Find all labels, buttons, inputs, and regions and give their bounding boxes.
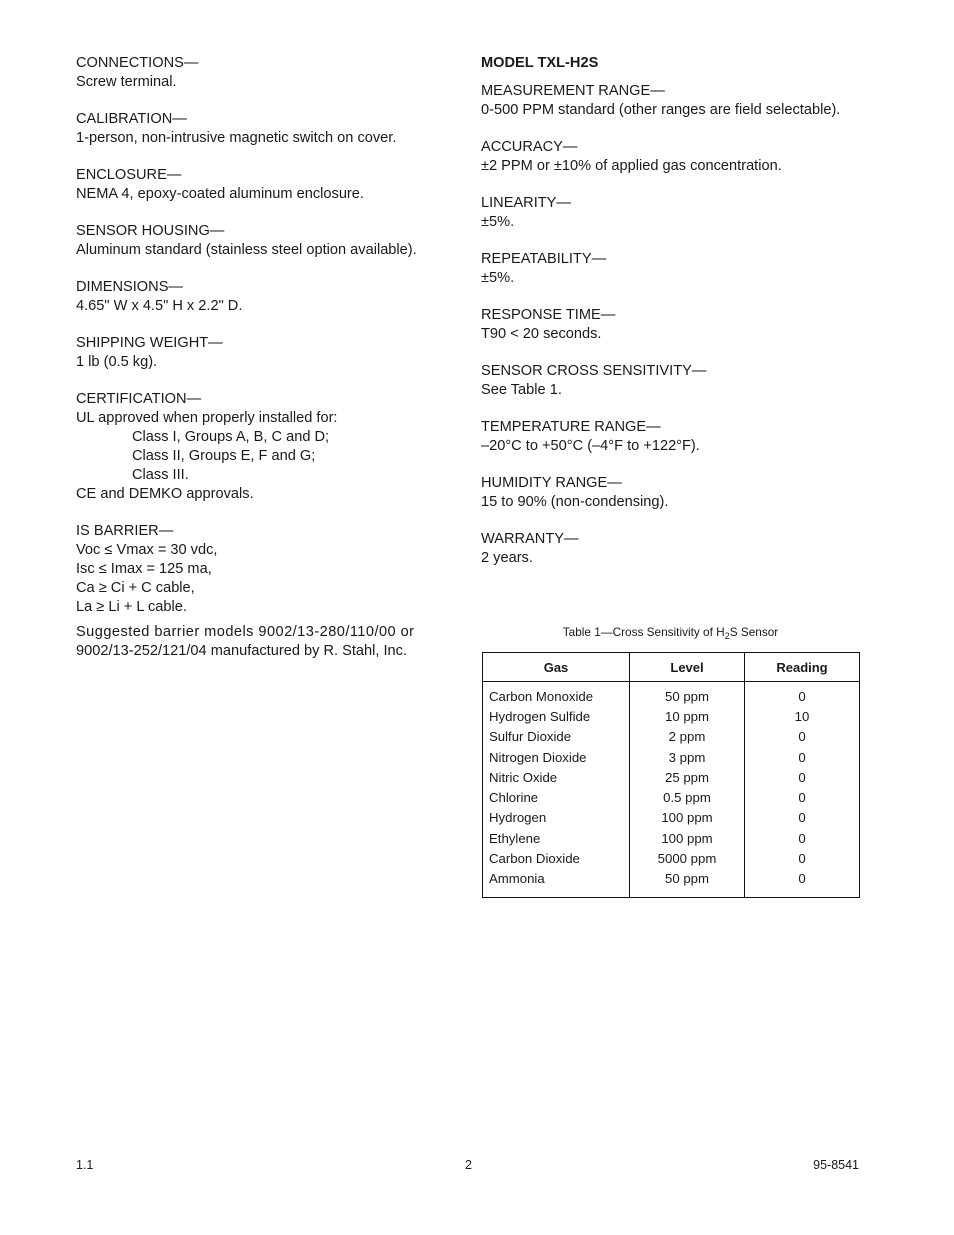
right-column bbox=[481, 54, 871, 586]
cross-sensitivity-table bbox=[482, 652, 860, 898]
spec-repeatability bbox=[481, 250, 871, 288]
table-row bbox=[483, 727, 860, 747]
spec-title: TEMPERATURE RANGE— bbox=[481, 419, 661, 435]
model-title: MODEL TXL-H2S bbox=[481, 55, 599, 71]
left-column bbox=[76, 54, 461, 679]
barrier-line: Voc ≤ Vmax = 30 vdc, bbox=[76, 542, 218, 558]
cell-gas: Ammonia bbox=[483, 869, 630, 898]
spec-title: MEASUREMENT RANGE— bbox=[481, 83, 665, 99]
barrier-line: La ≥ Li + L cable. bbox=[76, 599, 187, 615]
cell-reading: 0 bbox=[745, 767, 860, 787]
footer-document-number: 95-8541 bbox=[813, 1158, 859, 1172]
spec-title: RESPONSE TIME— bbox=[481, 307, 616, 323]
cell-gas: Nitrogen Dioxide bbox=[483, 747, 630, 767]
cell-level: 50 ppm bbox=[630, 869, 745, 898]
column-header-reading: Reading bbox=[745, 653, 860, 682]
spec-response-time bbox=[481, 306, 871, 344]
cell-gas: Carbon Dioxide bbox=[483, 848, 630, 868]
spec-title: SENSOR CROSS SENSITIVITY— bbox=[481, 363, 707, 379]
table-row bbox=[483, 787, 860, 807]
spec-body: T90 < 20 seconds. bbox=[481, 326, 602, 342]
spec-sensor-housing bbox=[76, 222, 461, 260]
cell-reading: 0 bbox=[745, 848, 860, 868]
certification-outro: CE and DEMKO approvals. bbox=[76, 486, 254, 502]
spec-temperature-range bbox=[481, 418, 871, 456]
table-row bbox=[483, 747, 860, 767]
cell-gas: Hydrogen Sulfide bbox=[483, 706, 630, 726]
spec-title: ENCLOSURE— bbox=[76, 167, 182, 183]
spec-enclosure bbox=[76, 166, 461, 204]
cell-reading: 0 bbox=[745, 869, 860, 898]
spec-body: 2 years. bbox=[481, 550, 533, 566]
spec-linearity bbox=[481, 194, 871, 232]
spec-humidity-range bbox=[481, 474, 871, 512]
barrier-suggested-line1: Suggested barrier models 9002/13-280/110/00 or bbox=[76, 624, 415, 640]
table-caption-sub: 2 bbox=[724, 631, 730, 641]
cell-reading: 10 bbox=[745, 706, 860, 726]
certification-class: Class I, Groups A, B, C and D; bbox=[132, 429, 330, 445]
footer-page-number: 2 bbox=[465, 1158, 472, 1172]
spec-body: See Table 1. bbox=[481, 382, 562, 398]
cell-level: 2 ppm bbox=[630, 727, 745, 747]
cell-level: 5000 ppm bbox=[630, 848, 745, 868]
spec-body: NEMA 4, epoxy-coated aluminum enclosure. bbox=[76, 186, 364, 202]
table-row bbox=[483, 808, 860, 828]
table-caption-pre: Table 1—Cross Sensitivity of H bbox=[562, 625, 725, 639]
cell-level: 100 ppm bbox=[630, 828, 745, 848]
spec-body: 4.65" W x 4.5" H x 2.2" D. bbox=[76, 298, 243, 314]
cell-gas: Hydrogen bbox=[483, 808, 630, 828]
spec-calibration bbox=[76, 110, 461, 148]
cell-reading: 0 bbox=[745, 682, 860, 707]
spec-title: HUMIDITY RANGE— bbox=[481, 475, 622, 491]
spec-title: REPEATABILITY— bbox=[481, 251, 607, 267]
spec-connections bbox=[76, 54, 461, 92]
certification-class: Class III. bbox=[132, 467, 189, 483]
cell-reading: 0 bbox=[745, 727, 860, 747]
spec-title: LINEARITY— bbox=[481, 195, 572, 211]
spec-title: ACCURACY— bbox=[481, 139, 578, 155]
cell-reading: 0 bbox=[745, 747, 860, 767]
spec-accuracy bbox=[481, 138, 871, 176]
barrier-suggested-line2: 9002/13-252/121/04 manufactured by R. Stahl, Inc. bbox=[76, 643, 408, 659]
table-row bbox=[483, 828, 860, 848]
spec-title: SHIPPING WEIGHT— bbox=[76, 335, 223, 351]
table-row bbox=[483, 767, 860, 787]
cell-reading: 0 bbox=[745, 787, 860, 807]
spec-body: ±2 PPM or ±10% of applied gas concentration. bbox=[481, 158, 782, 174]
spec-title: DIMENSIONS— bbox=[76, 279, 184, 295]
spec-body: Aluminum standard (stainless steel option available). bbox=[76, 242, 417, 258]
cell-level: 100 ppm bbox=[630, 808, 745, 828]
column-header-level: Level bbox=[630, 653, 745, 682]
table-row bbox=[483, 682, 860, 707]
cell-reading: 0 bbox=[745, 828, 860, 848]
spec-certification bbox=[76, 390, 461, 504]
certification-class: Class II, Groups E, F and G; bbox=[132, 448, 316, 464]
barrier-suggested bbox=[76, 623, 461, 661]
spec-body: 1-person, non-intrusive magnetic switch on cover. bbox=[76, 130, 397, 146]
spec-cross-sensitivity bbox=[481, 362, 871, 400]
table-caption-post: S Sensor bbox=[729, 625, 779, 639]
cell-gas: Sulfur Dioxide bbox=[483, 727, 630, 747]
cell-level: 10 ppm bbox=[630, 706, 745, 726]
cell-gas: Carbon Monoxide bbox=[483, 682, 630, 707]
cell-gas: Nitric Oxide bbox=[483, 767, 630, 787]
table-caption bbox=[481, 625, 860, 641]
spec-body: Screw terminal. bbox=[76, 74, 177, 90]
cell-gas: Ethylene bbox=[483, 828, 630, 848]
spec-measurement-range bbox=[481, 82, 871, 120]
cell-level: 50 ppm bbox=[630, 682, 745, 707]
table-header-row bbox=[483, 653, 860, 682]
cell-level: 3 ppm bbox=[630, 747, 745, 767]
spec-warranty bbox=[481, 530, 871, 568]
barrier-line: Ca ≥ Ci + C cable, bbox=[76, 580, 195, 596]
spec-body: 1 lb (0.5 kg). bbox=[76, 354, 158, 370]
cell-reading: 0 bbox=[745, 808, 860, 828]
spec-title: CALIBRATION— bbox=[76, 111, 187, 127]
table-row bbox=[483, 869, 860, 898]
spec-body: –20°C to +50°C (–4°F to +122°F). bbox=[481, 438, 700, 454]
spec-title: WARRANTY— bbox=[481, 531, 579, 547]
spec-title: CERTIFICATION— bbox=[76, 391, 202, 407]
spec-body: ±5%. bbox=[481, 270, 515, 286]
table-row bbox=[483, 848, 860, 868]
column-header-gas: Gas bbox=[483, 653, 630, 682]
cell-level: 25 ppm bbox=[630, 767, 745, 787]
cell-gas: Chlorine bbox=[483, 787, 630, 807]
spec-title: CONNECTIONS— bbox=[76, 55, 199, 71]
spec-dimensions bbox=[76, 278, 461, 316]
certification-intro: UL approved when properly installed for: bbox=[76, 410, 338, 426]
spec-body: ±5%. bbox=[481, 214, 515, 230]
footer-revision: 1.1 bbox=[76, 1158, 94, 1172]
spec-is-barrier bbox=[76, 522, 461, 661]
spec-shipping-weight bbox=[76, 334, 461, 372]
barrier-line: Isc ≤ Imax = 125 ma, bbox=[76, 561, 212, 577]
table-row bbox=[483, 706, 860, 726]
spec-body: 0-500 PPM standard (other ranges are field selectable). bbox=[481, 102, 841, 118]
spec-title: IS BARRIER— bbox=[76, 523, 174, 539]
spec-body: 15 to 90% (non-condensing). bbox=[481, 494, 669, 510]
cell-level: 0.5 ppm bbox=[630, 787, 745, 807]
spec-title: SENSOR HOUSING— bbox=[76, 223, 225, 239]
